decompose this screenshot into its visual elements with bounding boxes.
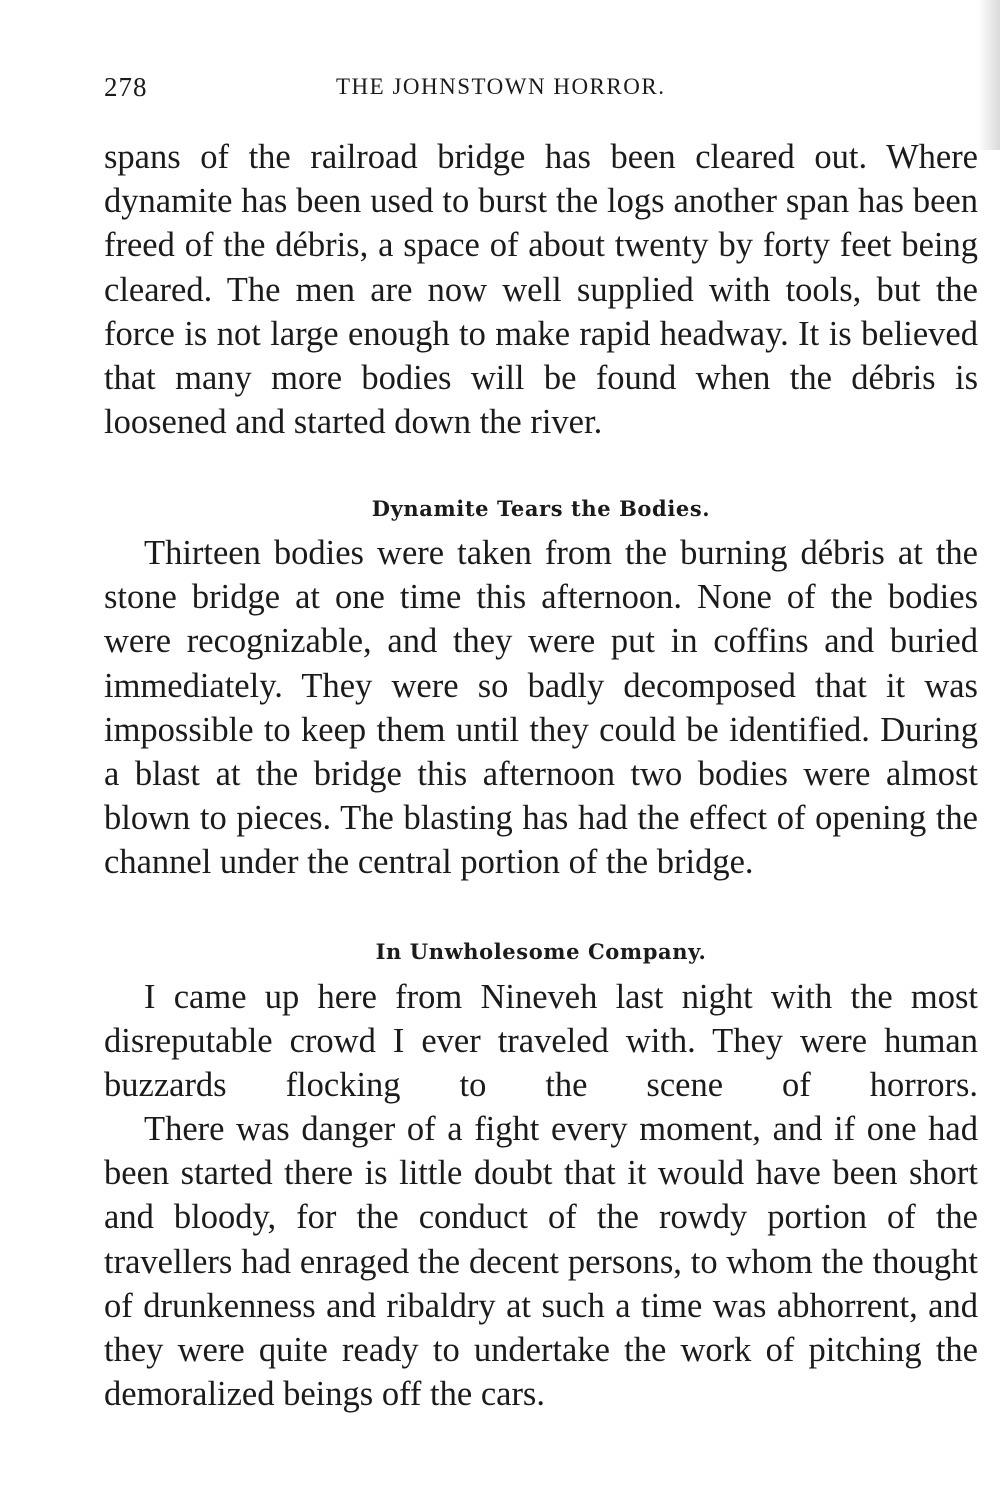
paragraph-1: spans of the railroad bridge has been cleared out. Where dynamite has been used to burst the logs another span has been freed of the débris, a space of about twenty by forty feet being cleared. The men are now well supplied with tools, but the force is not large enough to make rapid headway. It is believed that many more bodies will be found when the débris is loosened and started down the river. — [104, 138, 978, 442]
section-heading-dynamite: Dynamite Tears the Bodies. — [371, 496, 711, 521]
paragraph-4: There was danger of a fight every moment, and if one had been started there is little doubt that it would have been short and bloody, for the conduct of the rowdy portion of the travellers had enraged the decent persons, to whom the thought of drunkenness and ribaldry at such a time was abhorrent, and they were quite ready to undertake the work of pitching the demoralized beings off the cars. — [104, 1110, 978, 1414]
running-head — [104, 72, 974, 108]
paragraph-2: Thirteen bodies were taken from the burning débris at the stone bridge at one time this afternoon. None of the bodies were recognizable, and they were put in coffins and buried immediately. They were so badly decomposed that it was impossible to keep them until they could be identified. During a blast at the bridge this afternoon two bodies were almost blown to pieces. The blasting has had the effect of opening the channel under the central portion of the bridge. — [104, 534, 978, 882]
paragraph-3: I came up here from Nineveh last night with the most disreputable crowd I ever traveled with. They were human buzzards flocking to the scene of horrors. — [104, 978, 978, 1105]
page-number: 278 — [104, 72, 148, 102]
book-title: THE JOHNSTOWN HORROR. — [336, 74, 666, 99]
section-heading-unwholesome: In Unwholesome Company. — [375, 939, 707, 964]
page-edge-stain — [978, 0, 1000, 150]
